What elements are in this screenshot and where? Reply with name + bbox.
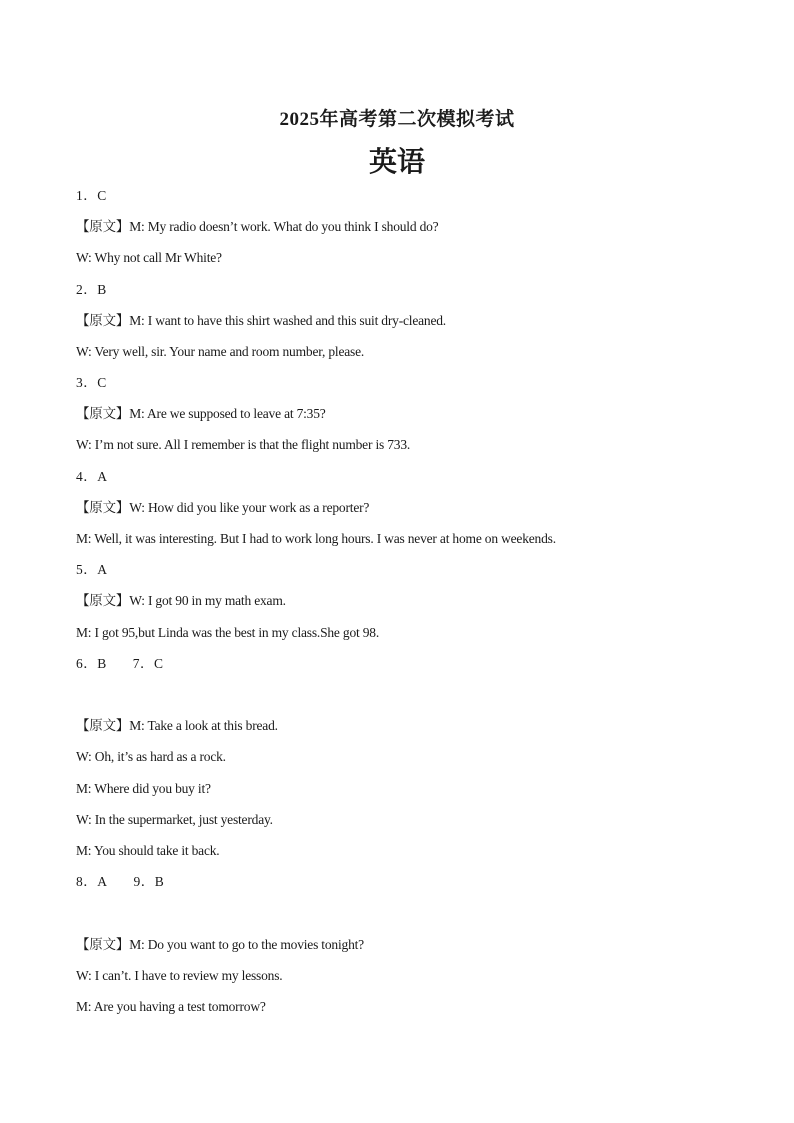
answer-9: 9．B [133,874,165,889]
answer-8: 8．A [76,874,108,889]
transcript-5-line-2: M: I got 95,but Linda was the best in my class.She got 98. [76,625,379,640]
transcript-89-line-2: W: I can’t. I have to review my lessons. [76,968,283,983]
subject-title: 英语 [368,145,425,178]
answer-4: 4．A [76,469,108,484]
transcript-4-line-2: M: Well, it was interesting. But I had to work long hours. I was never at home on weekends. [76,531,556,546]
exam-title: 2025年高考第二次模拟考试 [279,109,515,130]
answers-8-9 [76,874,164,890]
transcript-67-line-3: M: Where did you buy it? [76,781,211,796]
transcript-67-line-5: M: You should take it back. [76,843,220,858]
transcript-67-line-2: W: Oh, it’s as hard as a rock. [76,749,226,764]
answer-6: 6．B [76,656,107,671]
transcript-1-line-2: W: Why not call Mr White? [76,250,222,265]
answer-3: 3．C [76,375,107,390]
transcript-89-line-3: M: Are you having a test tomorrow? [76,999,266,1014]
answer-1: 1．C [76,188,107,203]
transcript-2-line-1: 【原文】M: I want to have this shirt washed and this suit dry-cleaned. [76,313,446,328]
transcript-89-line-1: 【原文】M: Do you want to go to the movies tonight? [76,937,364,952]
answers-6-7 [76,656,164,672]
transcript-3-line-2: W: I’m not sure. All I remember is that the flight number is 733. [76,437,411,452]
transcript-67-line-1: 【原文】M: Take a look at this bread. [76,718,278,733]
transcript-2-line-2: W: Very well, sir. Your name and room number, please. [76,344,365,359]
answer-2: 2．B [76,282,107,297]
answer-5: 5．A [76,562,108,577]
transcript-3-line-1: 【原文】M: Are we supposed to leave at 7:35? [76,406,326,421]
transcript-67-line-4: W: In the supermarket, just yesterday. [76,812,273,827]
answer-7: 7．C [132,656,164,671]
transcript-4-line-1: 【原文】W: How did you like your work as a reporter? [76,500,370,515]
transcript-1-line-1: 【原文】M: My radio doesn’t work. What do you think I should do? [76,219,439,234]
transcript-5-line-1: 【原文】W: I got 90 in my math exam. [76,593,286,608]
